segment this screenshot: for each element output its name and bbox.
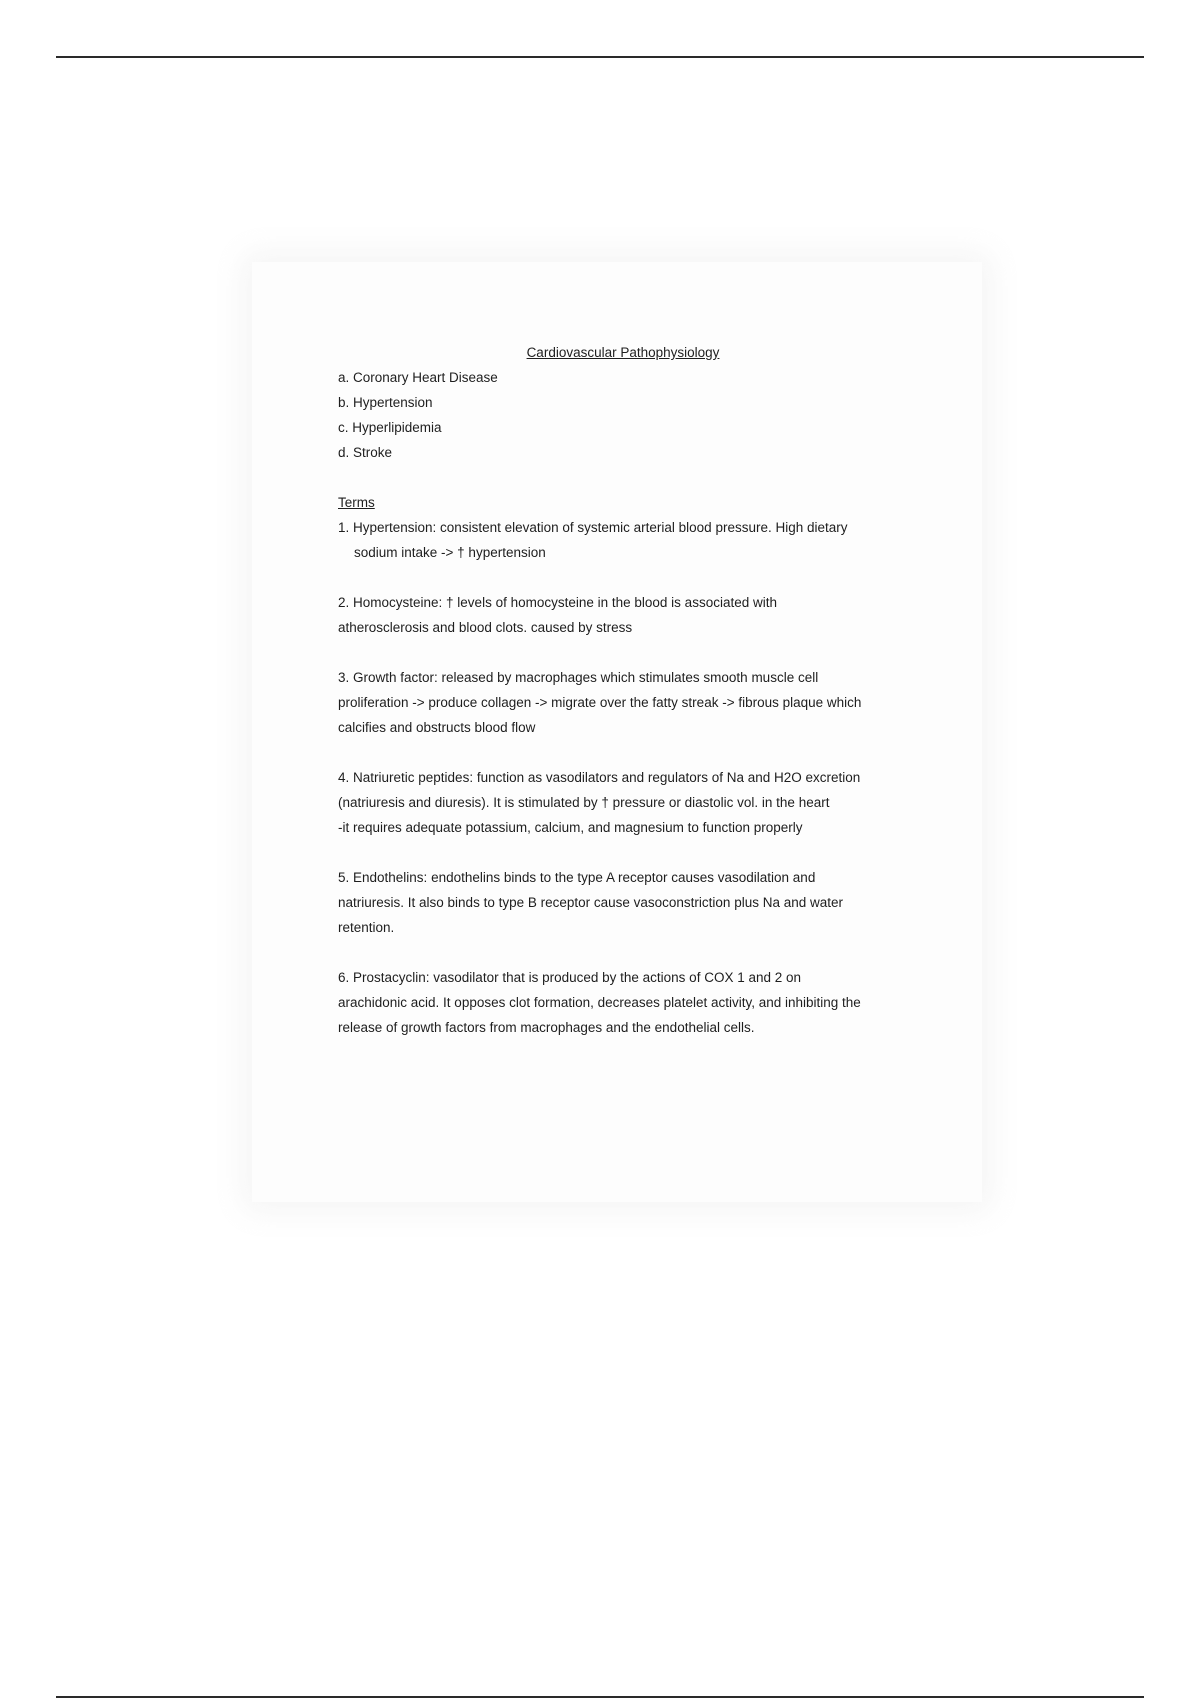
term-line: arachidonic acid. It opposes clot formation, decreases platelet activity, and inhibiting the <box>338 995 861 1010</box>
topic-item: b. Hypertension <box>338 395 433 410</box>
term-line: 6. Prostacyclin: vasodilator that is produced by the actions of COX 1 and 2 on <box>338 970 802 985</box>
topic-item: c. Hyperlipidemia <box>338 420 442 435</box>
term-line: atherosclerosis and blood clots. caused by stress <box>338 620 633 635</box>
bottom-divider <box>56 1696 1144 1698</box>
terms-heading: Terms <box>338 495 375 510</box>
document-title: Cardiovascular Pathophysiology <box>526 345 720 360</box>
term-line: sodium intake -> † hypertension <box>354 545 546 560</box>
term-line: 1. Hypertension: consistent elevation of systemic arterial blood pressure. High dietary <box>338 520 848 535</box>
term-line: proliferation -> produce collagen -> migrate over the fatty streak -> fibrous plaque which <box>338 695 862 710</box>
term-line: 3. Growth factor: released by macrophages which stimulates smooth muscle cell <box>338 670 819 685</box>
term-line: release of growth factors from macrophages and the endothelial cells. <box>338 1020 755 1035</box>
topic-item: d. Stroke <box>338 445 393 460</box>
term-prostacyclin <box>338 965 908 1040</box>
term-line: calcifies and obstructs blood flow <box>338 720 536 735</box>
document-body <box>338 340 908 1065</box>
term-line: (natriuresis and diuresis). It is stimulated by † pressure or diastolic vol. in the heart <box>338 795 830 810</box>
term-line: -it requires adequate potassium, calcium, and magnesium to function properly <box>338 820 803 835</box>
term-homocysteine <box>338 590 908 640</box>
term-line: retention. <box>338 920 395 935</box>
term-line: 4. Natriuretic peptides: function as vasodilators and regulators of Na and H2O excretion <box>338 770 861 785</box>
term-hypertension <box>338 515 908 565</box>
term-line: 2. Homocysteine: † levels of homocysteine in the blood is associated with <box>338 595 777 610</box>
top-divider <box>56 56 1144 58</box>
term-growth-factor <box>338 665 908 740</box>
term-line: 5. Endothelins: endothelins binds to the type A receptor causes vasodilation and <box>338 870 816 885</box>
topic-item: a. Coronary Heart Disease <box>338 370 498 385</box>
topic-list <box>338 365 908 465</box>
term-natriuretic-peptides <box>338 765 908 840</box>
term-line: natriuresis. It also binds to type B receptor cause vasoconstriction plus Na and water <box>338 895 844 910</box>
term-endothelins <box>338 865 908 940</box>
